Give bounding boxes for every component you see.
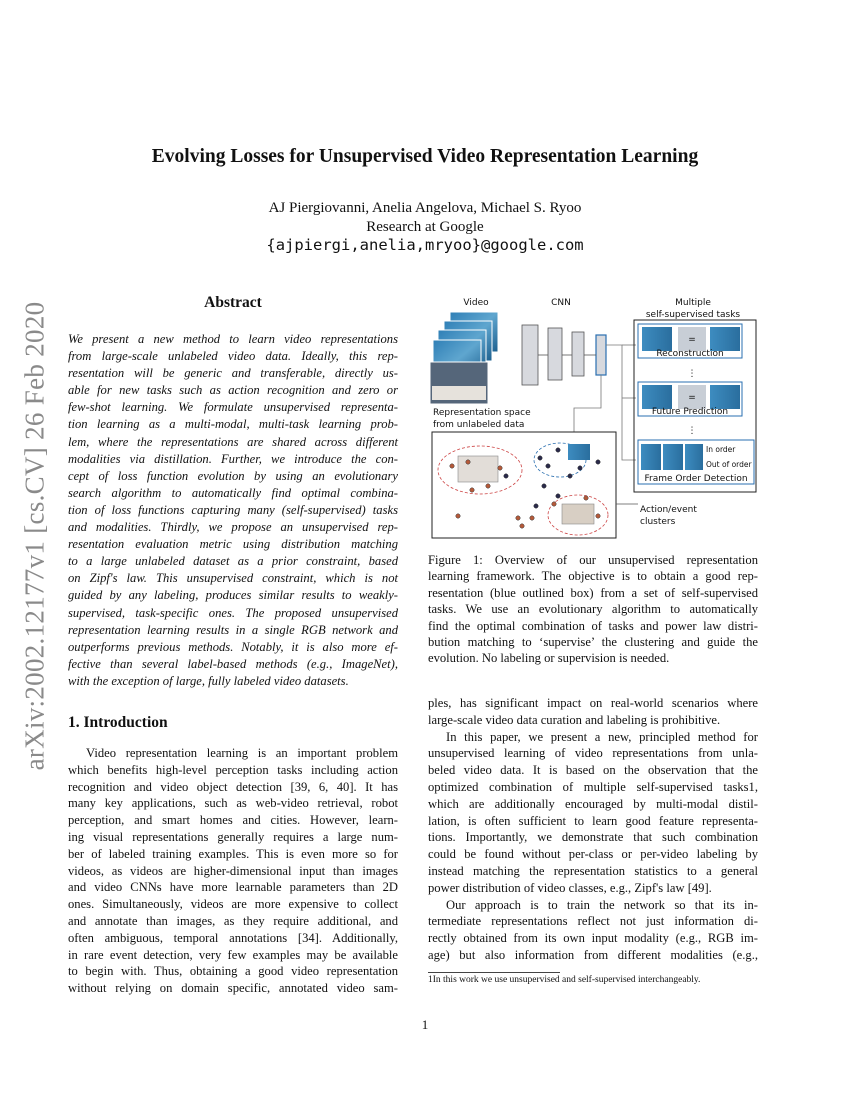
footnote: 1In this work we use unsupervised and self-supervised interchangeably.: [428, 975, 701, 985]
paper-title: Evolving Losses for Unsupervised Video Representation Learning: [151, 146, 699, 167]
intro-line: power distribution of video classes, e.g., Zipf's law [49].: [428, 880, 712, 895]
abstract-line: few-shot learning. We formulate unsupervised representa-: [68, 400, 398, 415]
abstract-line: We present a new method to learn video representations: [68, 332, 398, 346]
intro-line: in rare event detection, very few examples may be available: [68, 947, 398, 962]
equals-sign: =: [688, 393, 696, 403]
abstract-line: to a large unlabeled dataset as a prior constraint, based: [68, 554, 398, 569]
intro-line: often ambiguous, temporal annotations [34]. Additionally,: [68, 930, 398, 945]
label-cnn: CNN: [551, 298, 571, 308]
intro-line: Our approach is to train the network so that its in-: [446, 897, 758, 912]
intro-line: instead matching the representation statistics to a general: [428, 863, 758, 878]
intro-line: large-scale video data curation and labeling is prohibitive.: [428, 712, 721, 727]
abstract-line: cept of loss function evolution by using an evolutionary: [68, 468, 398, 483]
abstract-line: with the exception of large, fully labeled video datasets.: [68, 673, 349, 688]
intro-line: ing visual representations generally requires a large num-: [68, 829, 398, 844]
label-tasks-2: self-supervised tasks: [645, 310, 741, 320]
abstract-line: modalities via distillation. Further, we introduce the con-: [68, 451, 398, 466]
ellipsis: ⋮: [687, 426, 697, 436]
task-future-prediction-panel: [638, 382, 742, 417]
ellipsis: ⋮: [687, 369, 697, 379]
clusters-label-1: Action/event: [640, 505, 697, 515]
video-frames-icon: [430, 312, 498, 404]
email: {ajpiergi,anelia,mryoo}@google.com: [266, 236, 584, 254]
abstract-line: tion of loss functions capturing many (self-supervised) tasks: [68, 502, 398, 517]
abstract-line: supervised, task-specific ones. The proposed unsupervised: [68, 605, 398, 620]
figure-caption: [428, 552, 758, 667]
task-reconstruction-panel: [638, 324, 742, 359]
abstract-body: [68, 331, 398, 690]
intro-line: rectly obtained from its own input modality (e.g., RGB im-: [428, 931, 758, 946]
caption-line: learning framework. The objective is to obtain a good rep-: [428, 569, 758, 584]
abstract-line: resentation evaluation metric using distribution matching: [68, 537, 398, 552]
equals-sign: =: [688, 335, 696, 345]
footnote-rule: [428, 972, 560, 973]
caption-line: bution matching to ‘supervise’ the clustering and guide the: [428, 635, 758, 650]
intro-line: Video representation learning is an important problem: [86, 746, 398, 760]
authors: AJ Piergiovanni, Anelia Angelova, Michael S. Ryoo: [268, 200, 582, 216]
cnn-layers-icon: [522, 325, 606, 385]
caption-line: evolution. No labeling or supervision is needed.: [428, 651, 670, 666]
intro-line: perception, and smart homes and cities. However, learn-: [68, 813, 398, 828]
intro-line: many key applications, such as web-video retrieval, robot: [68, 796, 398, 811]
intro-line: without relying on domain specific, annotated video sam-: [68, 981, 398, 996]
caption-line: find the optimal combination of tasks and power law distri-: [428, 618, 758, 633]
intro-line: beled video data. It is based on the observation that the: [428, 763, 758, 778]
affiliation: Research at Google: [366, 219, 484, 235]
caption-line: tasks. We use an evolutionary algorithm to automatically: [428, 602, 758, 617]
intro-line: recognition and video object detection [39, 6, 40]. It has: [68, 779, 398, 794]
page-number: 1: [421, 1017, 429, 1032]
task-frame-order-panel: [638, 440, 754, 484]
caption-line: resentation (blue outlined box) from a set of self-supervised: [428, 585, 758, 600]
section-heading-introduction: 1. Introduction: [68, 714, 168, 731]
intro-line: In this paper, we present a new, principled method for: [446, 729, 758, 744]
abstract-line: guided by any labeling, produces similar results to weakly-: [68, 588, 398, 603]
abstract-line: lem, where the representations are shared across different: [68, 434, 398, 449]
intro-line: to begin with. Thus, obtaining a good video representation: [68, 964, 398, 979]
abstract-line: search algorithm to automatically find optimal combina-: [68, 485, 398, 500]
label-video: Video: [463, 298, 489, 308]
intro-line: termediate representations reflect not just information di-: [428, 914, 758, 929]
abstract-heading: Abstract: [204, 294, 262, 311]
intro-line: age) but also information from different modalities (e.g.,: [428, 947, 758, 962]
intro-line: optimized combination of multiple self-supervised tasks1,: [428, 779, 758, 794]
figure-1-overview-diagram: [428, 290, 760, 545]
abstract-line: resentation will be generic and transferable, directly us-: [68, 366, 398, 381]
intro-line: unsupervised learning of video representations from unla-: [428, 746, 758, 761]
task-future-label: Future Prediction: [651, 407, 729, 417]
intro-line: which are additionally encouraged by multi-modal distil-: [428, 796, 758, 811]
intro-line: and video CNNs have more learnable parameters than 2D: [68, 880, 398, 895]
intro-line: ones. Simultaneously, videos are more expensive to collect: [68, 897, 398, 912]
intro-line: could be found without per-class or per-video labeling by: [428, 847, 758, 862]
intro-right-column: [428, 695, 758, 964]
intro-line: which benefits high-level perception tasks including action: [68, 762, 398, 777]
out-of-order-label: Out of order: [706, 460, 752, 469]
intro-line: ples, has significant impact on real-world scenarios where: [428, 696, 758, 710]
abstract-line: from large-scale unlabeled video data. Ideally, this rep-: [68, 349, 398, 364]
intro-line: and annotate than images, as they require additional, and: [68, 913, 398, 928]
abstract-line: tion learning as a multi-modal, multi-task learning prob-: [68, 417, 398, 432]
abstract-line: able for new tasks such as action recognition and zero or: [68, 383, 398, 398]
rep-space-label-1: Representation space: [433, 408, 531, 418]
abstract-line: and modalities. Thirdly, we propose an unsupervised rep-: [68, 520, 398, 535]
intro-line: ber of labeled training examples. This is even more so for: [68, 846, 398, 861]
clusters-label-2: clusters: [640, 517, 676, 527]
in-order-label: In order: [706, 445, 736, 454]
intro-line: videos, as videos are higher-dimensional input than images: [68, 863, 398, 878]
task-frame-order-label: Frame Order Detection: [644, 474, 748, 484]
abstract-line: fective than several label-based methods (e.g., ImageNet),: [68, 656, 398, 671]
task-reconstruction-label: Reconstruction: [656, 349, 724, 359]
arxiv-identifier: arXiv:2002.12177v1 [cs.CV] 26 Feb 2020: [19, 301, 50, 770]
intro-left-column: [68, 745, 398, 997]
abstract-line: on Zipf's law. This unsupervised constraint, which is not: [68, 571, 398, 586]
intro-line: lation, is often sufficient to learn good feature representa-: [428, 813, 758, 828]
intro-line: tions. Importantly, we demonstrate that such combination: [428, 830, 758, 845]
cluster-points: [438, 443, 608, 535]
rep-space-label-2: from unlabeled data: [433, 420, 525, 430]
abstract-line: outperforms previous methods. Notably, it is also more ef-: [68, 639, 398, 654]
label-tasks-1: Multiple: [675, 298, 711, 308]
caption-line: Figure 1: Overview of our unsupervised representation: [428, 553, 758, 567]
abstract-line: representation learning results in a single RGB network and: [68, 622, 398, 637]
